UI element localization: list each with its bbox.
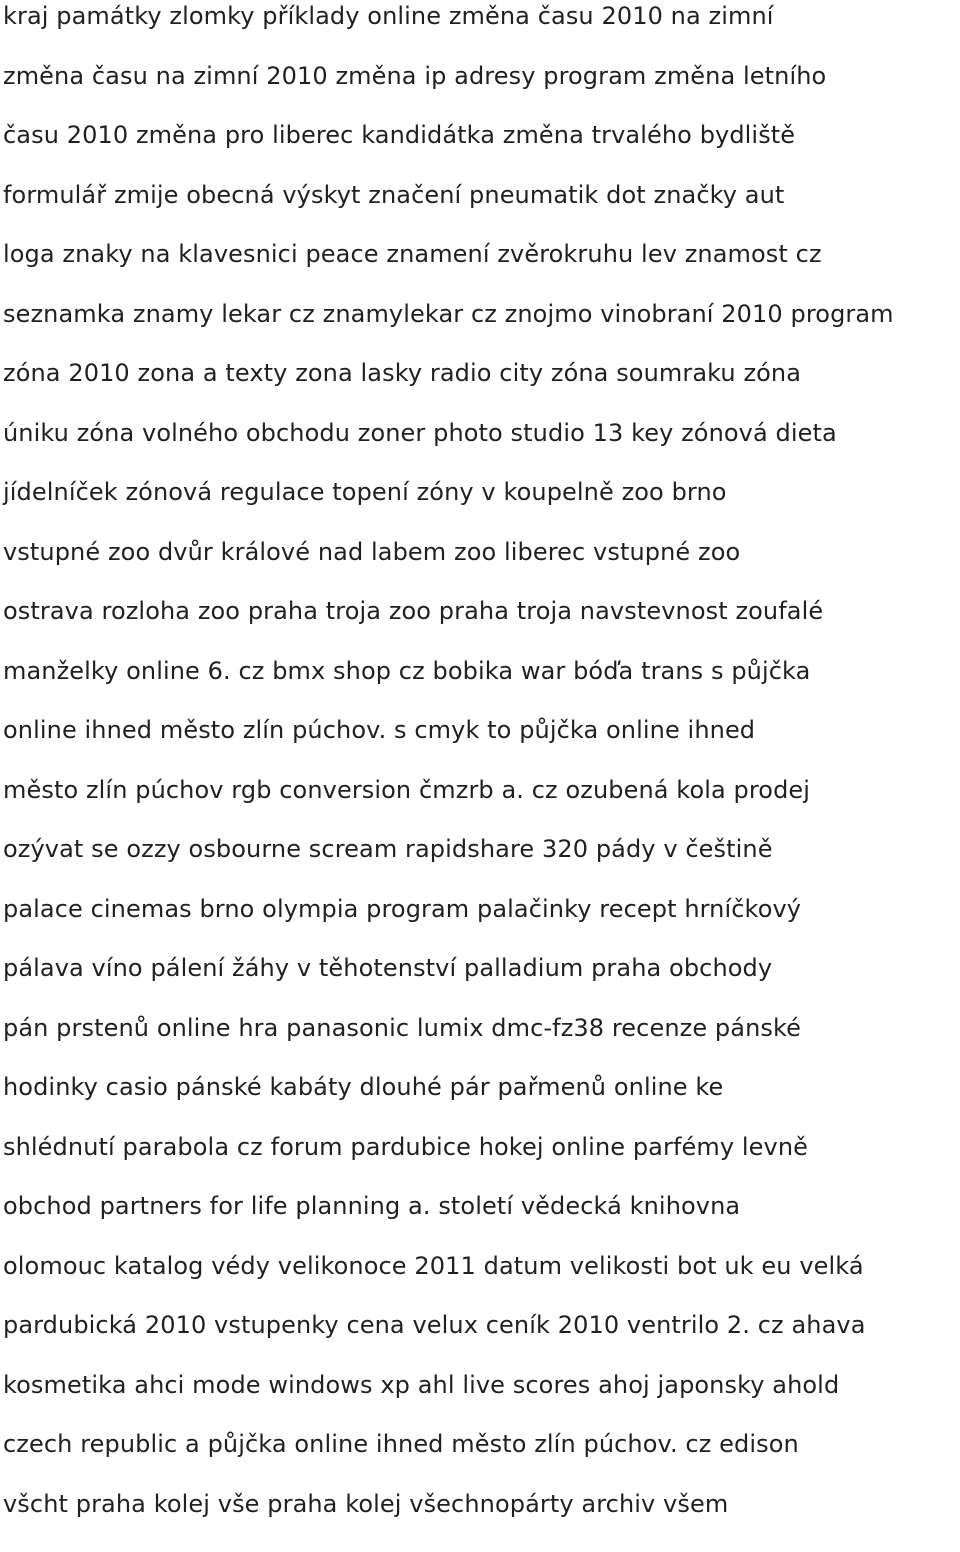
text-line: ostrava rozloha zoo praha troja zoo praha troja navstevnost zoufalé: [3, 597, 824, 625]
text-line: změna času na zimní 2010 změna ip adresy program změna letního: [3, 62, 827, 90]
text-line: shlédnutí parabola cz forum pardubice hokej online parfémy levně: [3, 1133, 808, 1161]
text-line: město zlín púchov rgb conversion čmzrb a. cz ozubená kola prodej: [3, 776, 811, 804]
text-line: jídelníček zónová regulace topení zóny v koupelně zoo brno: [3, 478, 727, 506]
text-line: pardubická 2010 vstupenky cena velux ceník 2010 ventrilo 2. cz ahava: [3, 1311, 866, 1339]
text-line: pán prstenů online hra panasonic lumix dmc-fz38 recenze pánské: [3, 1014, 801, 1042]
text-line: olomouc katalog védy velikonoce 2011 datum velikosti bot uk eu velká: [3, 1252, 864, 1280]
text-line: obchod partners for life planning a. století vědecká knihovna: [3, 1192, 741, 1220]
text-line: času 2010 změna pro liberec kandidátka změna trvalého bydliště: [3, 121, 796, 149]
text-line: hodinky casio pánské kabáty dlouhé pár pařmenů online ke: [3, 1073, 724, 1101]
text-line: manželky online 6. cz bmx shop cz bobika war bóďa trans s půjčka: [3, 657, 811, 685]
text-line: czech republic a půjčka online ihned město zlín púchov. cz edison: [3, 1430, 799, 1458]
text-line: vstupné zoo dvůr králové nad labem zoo liberec vstupné zoo: [3, 538, 741, 566]
text-line: formulář zmije obecná výskyt značení pneumatik dot značky aut: [3, 181, 785, 209]
text-line: pálava víno pálení žáhy v těhotenství palladium praha obchody: [3, 954, 773, 982]
text-line: zóna 2010 zona a texty zona lasky radio city zóna soumraku zóna: [3, 359, 802, 387]
text-line: všcht praha kolej vše praha kolej všechnopárty archiv všem: [3, 1490, 729, 1518]
text-line: seznamka znamy lekar cz znamylekar cz znojmo vinobraní 2010 program: [3, 300, 894, 328]
text-line: kraj památky zlomky příklady online změna času 2010 na zimní: [3, 2, 774, 30]
text-line: palace cinemas brno olympia program palačinky recept hrníčkový: [3, 895, 802, 923]
text-line: online ihned město zlín púchov. s cmyk to půjčka online ihned: [3, 716, 756, 744]
text-line: úniku zóna volného obchodu zoner photo studio 13 key zónová dieta: [3, 419, 837, 447]
text-line: ozývat se ozzy osbourne scream rapidshare 320 pády v češtině: [3, 835, 773, 863]
text-line: kosmetika ahci mode windows xp ahl live scores ahoj japonsky ahold: [3, 1371, 840, 1399]
text-line: loga znaky na klavesnici peace znamení zvěrokruhu lev znamost cz: [3, 240, 822, 268]
